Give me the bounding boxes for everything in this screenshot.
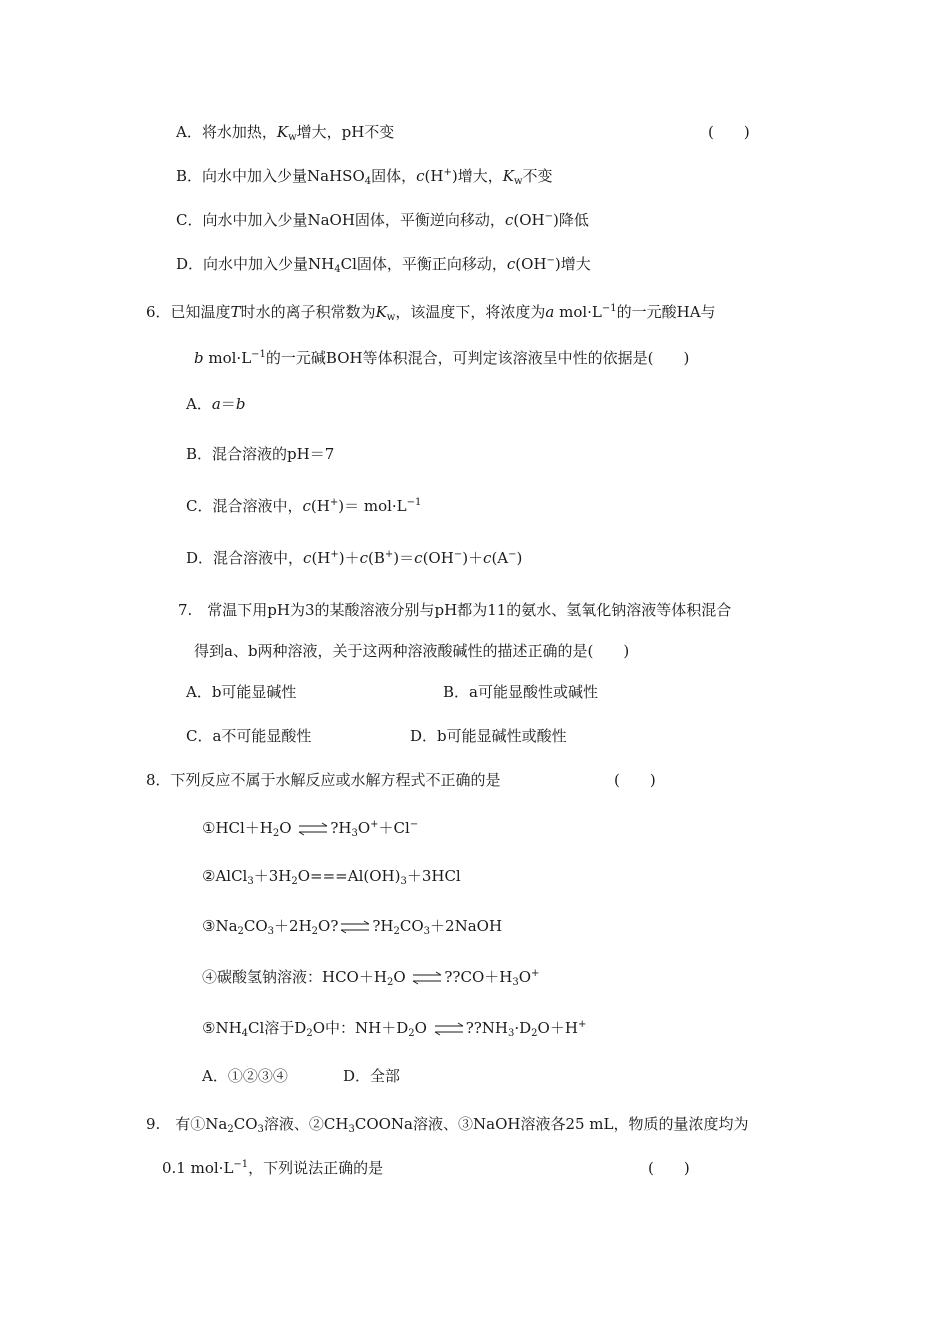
- q5-option-b: B．向水中加入少量NaHSO$_4$固体，c(H+)增大，$K_w$不变: [176, 167, 553, 187]
- q8-item-2: $②AlCl_3+3H_2O===Al(OH)_3+3HCl$: [202, 867, 461, 887]
- equilibrium-arrow-icon: [298, 822, 328, 836]
- q7-option-b: B．a可能显酸性或碱性: [443, 683, 598, 701]
- q8-item-3: $③Na_2CO_3+2H_2O$? $?H_2CO_3+2NaOH$: [202, 917, 503, 937]
- equilibrium-arrow-icon: [340, 920, 370, 934]
- q8-option-d: D．全部: [343, 1067, 401, 1085]
- q6-option-a: A．a＝b: [186, 395, 246, 413]
- q8-answer-paren: ( ): [614, 771, 656, 789]
- q9-stem-line1: 9. 有$①Na_2CO_3$溶液、$②CH_3COONa$溶液、③NaOH溶液各25 mL，物质的量浓度均为: [146, 1115, 749, 1135]
- q8-item-4: ④碳酸氢钠溶液：$HCO+H_2O$ $??CO+H_3O^+$: [202, 968, 540, 988]
- q5-option-c: C．向水中加入少量NaOH固体，平衡逆向移动，c(OH−)降低: [176, 211, 589, 229]
- q6-stem-line2: b $mol\cdot L^{-1}$的一元碱BOH等体积混合，可判定该溶液呈中性的依据是( ): [194, 349, 690, 367]
- q9-stem-line2: 0.1 $mol\cdot L^{-1}$，下列说法正确的是: [162, 1159, 384, 1177]
- q8-item-5: $⑤NH_4Cl$溶于$D_2O$中：$NH+D_2O$ $??NH_3\cdot D_2O+H^+$: [202, 1019, 587, 1039]
- q5-option-a: A．将水加热，$K_w$增大，pH不变: [176, 123, 395, 143]
- q7-stem-line1: 7. 常温下用pH为3的某酸溶液分别与pH都为11的氨水、氢氧化钠溶液等体积混合: [178, 601, 732, 619]
- q7-option-c: C．a不可能显酸性: [186, 727, 312, 745]
- q6-option-c: C．混合溶液中，$c(H^+)= mol\cdot L^{-1}$: [186, 497, 422, 515]
- q5-answer-paren: ( ): [708, 123, 750, 141]
- q8-item-1: $①HCl+H_2O$ $?H_3O^++Cl^-$: [202, 819, 419, 839]
- q6-option-d: D．混合溶液中，c(H+)＋c(B+)＝c(OH−)＋c(A−): [186, 549, 523, 567]
- q8-option-a: A．①②③④: [202, 1067, 288, 1085]
- q7-stem-line2: 得到a、b两种溶液，关于这两种溶液酸碱性的描述正确的是( ): [194, 642, 630, 660]
- equilibrium-arrow-icon: [434, 1022, 464, 1036]
- q7-option-d: D．b可能显碱性或酸性: [410, 727, 567, 745]
- q6-option-b: B．混合溶液的pH＝7: [186, 445, 335, 463]
- q9-answer-paren: ( ): [648, 1159, 690, 1177]
- q8-stem: 8．下列反应不属于水解反应或水解方程式不正确的是: [146, 771, 501, 789]
- q7-option-a: A．b可能显碱性: [186, 683, 297, 701]
- q5-option-d: D．向水中加入少量$NH_4Cl$固体，平衡正向移动，c(OH−)增大: [176, 255, 591, 275]
- q6-stem-line1: 6．已知温度T时水的离子积常数为$K_w$，该温度下，将浓度为a $mol\cdot L^{-1}$的一元酸HA与: [146, 303, 716, 323]
- equilibrium-arrow-icon: [412, 971, 442, 985]
